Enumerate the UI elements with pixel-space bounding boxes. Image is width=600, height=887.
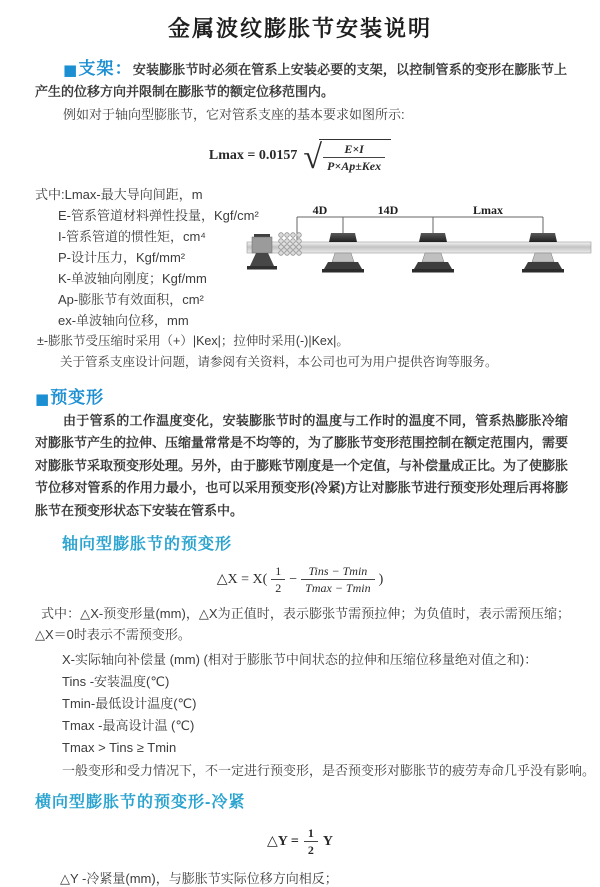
- definition-line: Tmax > Tins ≥ Tmin: [62, 739, 177, 755]
- definition-line: Ap-膨胀节有效面积，cm²: [58, 292, 204, 307]
- one-half-fraction: $\frac{1}{2}$: [271, 564, 285, 596]
- formula-dx-rhs: ): [378, 571, 384, 587]
- axial-preform-heading: 轴向型膨胀节的预变形: [62, 536, 233, 554]
- axial-general-note: 一般变形和受力情况下，不一定进行预变形，是否预变形对膨胀节的疲劳寿命几乎没有影响。: [62, 762, 596, 778]
- fraction-denominator: P×Ap±Kex: [327, 159, 382, 173]
- formula-dy-rhs: Y: [322, 833, 333, 849]
- lateral-preform-heading: 横向型膨胀节的预变形-冷紧: [35, 793, 246, 811]
- preform-section-heading: [35, 383, 600, 408]
- pipe-support-diagram: [243, 204, 595, 289]
- one-half-fraction: $\frac{1}{2}$: [304, 826, 318, 858]
- definition-line: P-设计压力，Kgf/mm²: [58, 250, 186, 265]
- formula-lmax-lhs: Lmax = 0.0157: [208, 148, 298, 163]
- lateral-note: △Y -冷紧量(mm)，与膨胀节实际位移方向相反；: [60, 870, 338, 886]
- definition-line: Tmax -最高设计温 (℃): [62, 717, 195, 733]
- plus-minus-note: ±-膨胀节受压缩时采用（+）|Kex|；拉伸时采用(-)|Kex|。: [37, 334, 349, 348]
- guide-spacing-formula: [90, 134, 510, 178]
- diagram-svg: [243, 204, 595, 289]
- definition-line: K-单波轴向刚度；Kgf/mm: [58, 271, 207, 286]
- square-root: [303, 139, 391, 174]
- lateral-preform-formula: [0, 826, 600, 858]
- support-intro-paragraph: [35, 58, 567, 103]
- dimension-label-lmax: Lmax: [473, 203, 503, 217]
- preform-paragraph: 由于管系的工作温度变化，安装膨胀节时的温度与工作时的温度不同，管系热膨胀冷缩对膨胀节产生的拉伸、压缩量常常是不均等的，为了膨胀节变形范围控制在额定范围内，需要对膨胀节采取预变形处理。另外，由于膨账节刚度是一个定值，与补偿量成正比。为了使膨胀节位移对管系的作用力最小，也可以采用预变形(冷紧)方让对膨胀节进行预变形处理后再将膨胀节在预变形状态下安装在管系中。: [35, 413, 569, 518]
- support-section-label: 支架：: [78, 59, 133, 78]
- formula-dx-lhs: △X = X(: [216, 572, 268, 588]
- section-bullet-icon: ■: [35, 390, 50, 408]
- support-example-line: 例如对于轴向型膨胀节，它对管系支座的基本要求如图所示:: [63, 107, 405, 122]
- minus-sign: −: [289, 571, 298, 587]
- definition-line: Tins -安装温度(℃): [62, 673, 170, 689]
- axial-formula-explanation: 式中：△X-预变形量(mm)，△X为正值时，表示膨张节需预拉伸；为负值时，表示需预压缩；△X＝0时表示不需预变形。: [35, 605, 570, 642]
- definition-line: E-管系管道材料弹性投量，Kgf/cm²: [58, 208, 259, 223]
- formula-lmax-fraction: [323, 142, 385, 174]
- document-page: [0, 12, 600, 886]
- radical-sign-icon: √: [303, 139, 323, 176]
- dimension-label-14d: 14D: [377, 203, 399, 217]
- axial-preform-formula: [0, 564, 600, 596]
- dimension-label-4d: 4D: [312, 203, 328, 217]
- fraction-numerator: E×I: [323, 142, 385, 158]
- support-intro-text: 安装膨胀节时必须在管系上安装必要的支架，以控制管系的变形在膨胀节上产生的位移方向并限制在膨胀节的额定位移范围内。: [35, 62, 567, 99]
- preform-section-label: 预变形: [50, 388, 105, 407]
- definition-line: 式中:Lmax-最大导向间距，m: [35, 187, 203, 202]
- definition-line: ex-单波轴向位移，mm: [58, 313, 189, 328]
- definition-line: Tmin-最低设计温度(℃): [62, 695, 197, 711]
- axial-definitions-list: [62, 649, 600, 759]
- section-bullet-icon: ■: [63, 61, 78, 79]
- page-title: 金属波纹膨胀节安装说明: [167, 16, 432, 41]
- formula-dy-lhs: △Y =: [267, 834, 299, 850]
- consulting-note: 关于管系支座设计问题，请参阅有关资料，本公司也可为用户提供咨询等服务。: [60, 355, 498, 369]
- definition-line: X-实际轴向补偿量 (mm) (相对于膨胀节中间状态的拉伸和压缩位移量绝对值之和)：: [62, 651, 538, 667]
- definition-line: I-管系管道的惯性矩，cm⁴: [58, 229, 206, 244]
- temperature-fraction: $\frac{\text{Tins − Tmin}}{Tmax - Tmin}$: [301, 564, 374, 596]
